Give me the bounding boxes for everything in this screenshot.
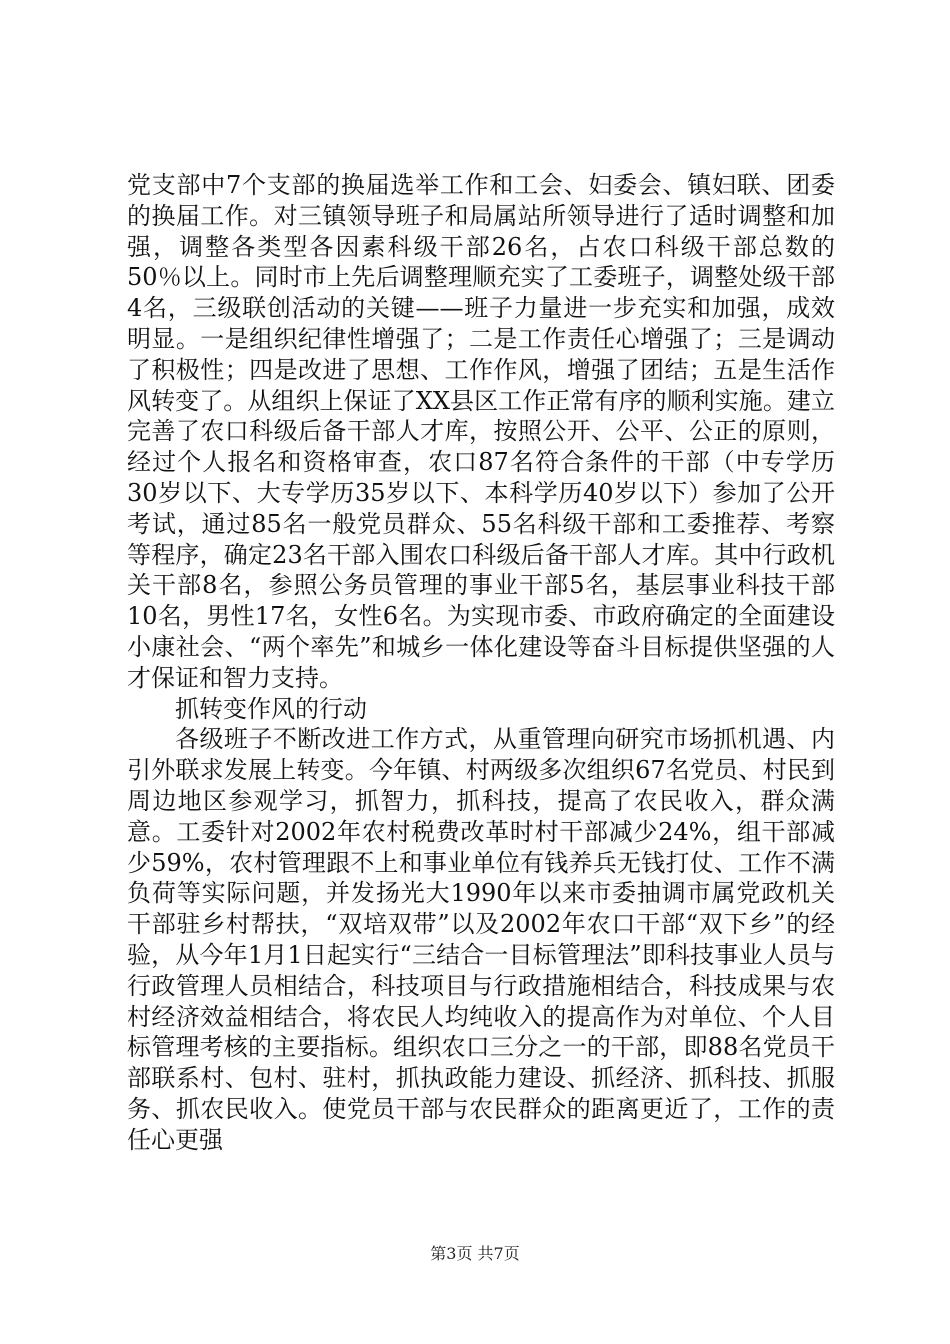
paragraph-continuation: 党支部中7个支部的换届选举工作和工会、妇委会、镇妇联、团委的换届工作。对三镇领导班子和局属站所领导进行了适时调整和加强，调整各类型各因素科级干部26名，占农口科级干部总数的50％以上。同时市上先后调整理顺充实了工委班子，调整处级干部4名，三级联创活动的关键——班子力量进一步充实和加强，成效明显。一是组织纪律性增强了；二是工作责任心增强了；三是调动了积极性；四是改进了思想、工作作风，增强了团结；五是生活作风转变了。从组织上保证了XX县区工作正常有序的顺利实施。建立完善了农口科级后备干部人才库，按照公开、公平、公正的原则，经过个人报名和资格审查，农口87名符合条件的干部（中专学历30岁以下、大专学历35岁以下、本科学历40岁以下）参加了公开考试，通过85名一般党员群众、55名科级干部和工委推荐、考察等程序，确定23名干部入围农口科级后备干部人才库。其中行政机关干部8名，参照公务员管理的事业干部5名，基层事业科技干部10名，男性17名，女性6名。为实现市委、市政府确定的全面建设小康社会、“两个率先”和城乡一体化建设等奋斗目标提供坚强的人才保证和智力支持。 bbox=[127, 171, 835, 692]
page-footer: 第3页 共7页 bbox=[430, 1244, 520, 1263]
section-heading: 抓转变作风的行动 bbox=[175, 694, 367, 723]
paragraph-indented: 各级班子不断改进工作方式，从重管理向研究市场抓机遇、内引外联求发展上转变。今年镇、村两级多次组织67名党员、村民到周边地区参观学习，抓智力，抓科技，提高了农民收入，群众满意。工委针对2002年农村税费改革时村干部减少24%，组干部减少59%，农村管理跟不上和事业单位有钱养兵无钱打仗、工作不满负荷等实际问题，并发扬光大1990年以来市委抽调市属党政机关干部驻乡村帮扶，“双培双带”以及2002年农口干部“双下乡”的经验，从今年1月1日起实行“三结合一目标管理法”即科技事业人员与行政管理人员相结合，科技项目与行政措施相结合，科技成果与农村经济效益相结合，将农民人均纯收入的提高作为对单位、个人目标管理考核的主要指标。组织农口三分之一的干部，即88名党员干部联系村、包村、驻村，抓执政能力建设、抓经济、抓科技、抓服务、抓农民收入。使党员干部与农民群众的距离更近了，工作的责任心更强 bbox=[127, 725, 835, 1154]
document-body bbox=[127, 170, 835, 1156]
